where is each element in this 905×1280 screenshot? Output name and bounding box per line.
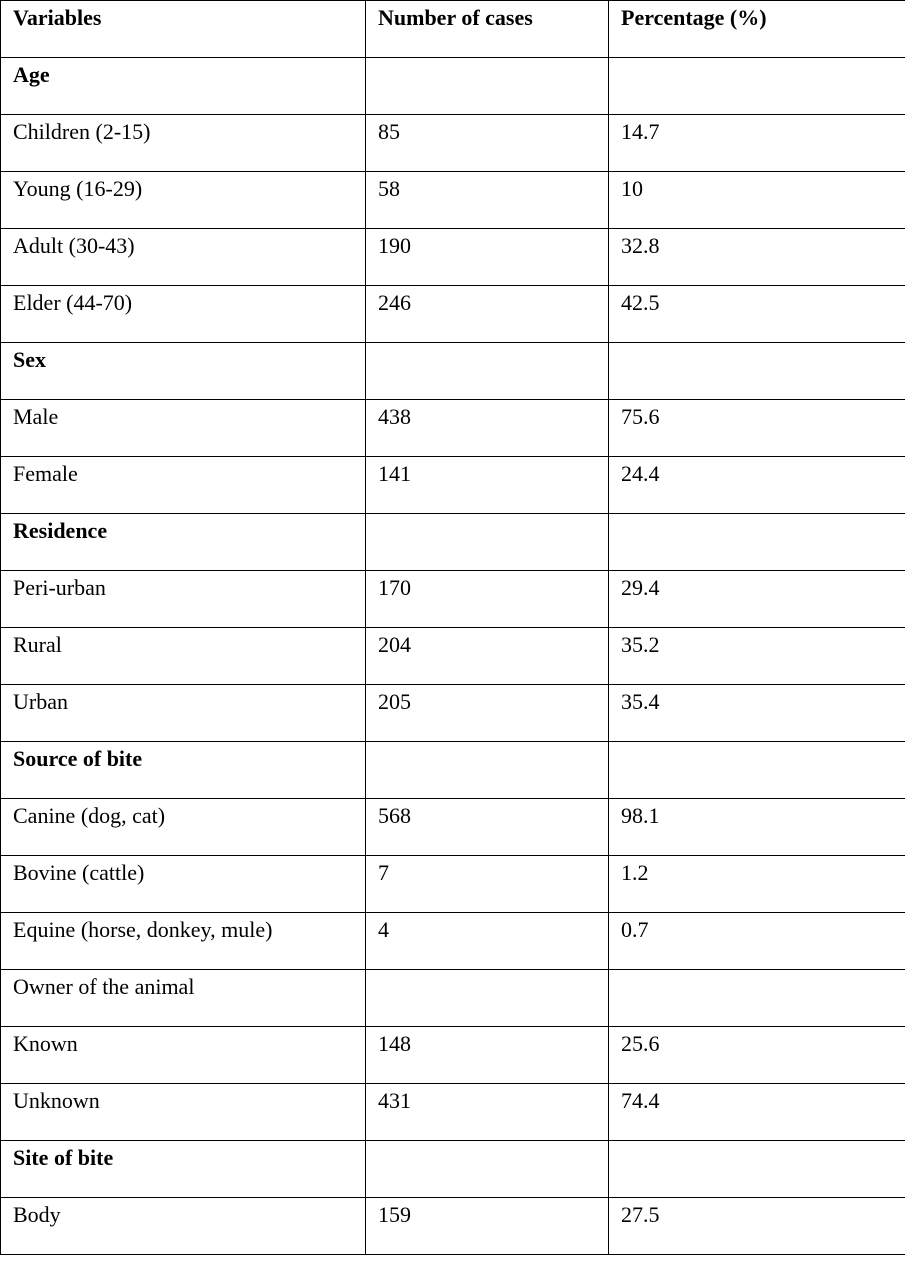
cases-cell (366, 856, 609, 913)
cases-cell-text: 141 (378, 461, 411, 486)
percentage-cell (609, 457, 905, 514)
header-number-of-cases: Number of cases (366, 1, 609, 58)
percentage-cell-text: 32.8 (621, 233, 660, 258)
table-row (1, 571, 905, 628)
cases-cell (366, 514, 609, 571)
group-header-row (1, 514, 905, 571)
variable-cell (1, 1198, 366, 1255)
table-header (1, 1, 905, 58)
variable-cell-text: Young (16-29) (13, 176, 143, 201)
variable-cell (1, 457, 366, 514)
percentage-cell-text: 1.2 (621, 860, 649, 885)
cases-cell (366, 628, 609, 685)
cases-cell (366, 742, 609, 799)
variable-cell-text: Urban (13, 689, 68, 714)
cases-cell-text (378, 1141, 608, 1145)
table-row (1, 286, 905, 343)
percentage-cell (609, 913, 905, 970)
variable-cell-text: Source of bite (13, 746, 143, 771)
cases-cell-text (378, 58, 608, 62)
variable-cell-text: Bovine (cattle) (13, 860, 145, 885)
variable-cell (1, 799, 366, 856)
variable-cell (1, 628, 366, 685)
percentage-cell-text: 98.1 (621, 803, 660, 828)
percentage-cell-text: 74.4 (621, 1088, 660, 1113)
group-header-row (1, 1141, 905, 1198)
variable-cell-text: Age (13, 62, 50, 87)
table-row (1, 799, 905, 856)
percentage-cell (609, 628, 905, 685)
percentage-cell-text (621, 1141, 905, 1145)
table-row (1, 457, 905, 514)
variable-cell (1, 286, 366, 343)
variable-cell-text: Site of bite (13, 1145, 114, 1170)
percentage-cell-text: 29.4 (621, 575, 660, 600)
variable-cell-text: Peri-urban (13, 575, 106, 600)
percentage-cell (609, 286, 905, 343)
cases-cell (366, 400, 609, 457)
variable-cell-text: Owner of the animal (13, 974, 195, 999)
cases-cell (366, 115, 609, 172)
percentage-cell-text: 35.4 (621, 689, 660, 714)
cases-cell (366, 913, 609, 970)
variable-cell-text: Residence (13, 518, 108, 543)
variable-cell (1, 1027, 366, 1084)
variable-cell-text: Sex (13, 347, 46, 372)
percentage-cell (609, 58, 905, 115)
variable-cell-text: Known (13, 1031, 78, 1056)
percentage-cell-text: 14.7 (621, 119, 660, 144)
variable-cell-text: Equine (horse, donkey, mule) (13, 917, 273, 942)
table-row (1, 913, 905, 970)
variable-cell (1, 742, 366, 799)
table-row (1, 400, 905, 457)
percentage-cell-text: 25.6 (621, 1031, 660, 1056)
table-row (1, 970, 905, 1027)
cases-cell (366, 571, 609, 628)
percentage-cell-text (621, 58, 905, 62)
variable-cell-text: Canine (dog, cat) (13, 803, 166, 828)
cases-cell (366, 1084, 609, 1141)
header-variables: Variables (1, 1, 366, 58)
cases-cell (366, 970, 609, 1027)
cases-cell-text: 7 (378, 860, 389, 885)
percentage-cell (609, 172, 905, 229)
cases-cell (366, 799, 609, 856)
percentage-cell (609, 856, 905, 913)
group-header-row (1, 58, 905, 115)
variable-cell (1, 1084, 366, 1141)
percentage-cell (609, 343, 905, 400)
cases-cell-text: 246 (378, 290, 411, 315)
percentage-cell (609, 229, 905, 286)
variable-cell-text: Elder (44-70) (13, 290, 133, 315)
cases-cell-text (378, 742, 608, 746)
percentage-cell (609, 970, 905, 1027)
variable-cell-text: Rural (13, 632, 62, 657)
cases-cell (366, 58, 609, 115)
variable-cell (1, 115, 366, 172)
variable-cell-text: Children (2-15) (13, 119, 151, 144)
percentage-cell (609, 1198, 905, 1255)
cases-cell (366, 229, 609, 286)
cases-cell (366, 685, 609, 742)
percentage-cell-text (621, 970, 905, 974)
percentage-cell (609, 799, 905, 856)
cases-cell (366, 286, 609, 343)
variable-cell (1, 1141, 366, 1198)
cases-cell-text: 58 (378, 176, 400, 201)
table-row (1, 685, 905, 742)
variable-cell (1, 970, 366, 1027)
variable-cell-text: Adult (30-43) (13, 233, 135, 258)
variable-cell (1, 514, 366, 571)
cases-cell-text (378, 343, 608, 347)
table-row (1, 628, 905, 685)
group-header-row (1, 742, 905, 799)
percentage-cell-text: 42.5 (621, 290, 660, 315)
cases-cell-text: 205 (378, 689, 411, 714)
percentage-cell-text: 75.6 (621, 404, 660, 429)
cases-cell (366, 457, 609, 514)
variable-cell (1, 856, 366, 913)
percentage-cell-text: 27.5 (621, 1202, 660, 1227)
variable-cell (1, 58, 366, 115)
variable-cell (1, 571, 366, 628)
percentage-cell-text: 0.7 (621, 917, 649, 942)
cases-cell-text: 568 (378, 803, 411, 828)
cases-cell (366, 343, 609, 400)
table-row (1, 1084, 905, 1141)
cases-cell-text: 438 (378, 404, 411, 429)
percentage-cell-text (621, 343, 905, 347)
percentage-cell (609, 1141, 905, 1198)
header-percentage: Percentage (%) (609, 1, 905, 58)
table-row (1, 1027, 905, 1084)
variable-cell (1, 343, 366, 400)
variable-cell-text: Female (13, 461, 78, 486)
percentage-cell-text (621, 514, 905, 518)
percentage-cell-text (621, 742, 905, 746)
cases-cell-text: 159 (378, 1202, 411, 1227)
percentage-cell-text: 10 (621, 176, 643, 201)
percentage-cell-text: 24.4 (621, 461, 660, 486)
variable-cell (1, 229, 366, 286)
cases-cell (366, 172, 609, 229)
variable-cell (1, 400, 366, 457)
percentage-cell (609, 742, 905, 799)
percentage-cell (609, 514, 905, 571)
cases-cell-text: 170 (378, 575, 411, 600)
cases-cell-text: 148 (378, 1031, 411, 1056)
variable-cell-text: Male (13, 404, 59, 429)
cases-cell-text: 4 (378, 917, 389, 942)
cases-cell (366, 1027, 609, 1084)
percentage-cell (609, 571, 905, 628)
cases-cell-text (378, 514, 608, 518)
cases-cell (366, 1198, 609, 1255)
table-row (1, 115, 905, 172)
percentage-cell (609, 1027, 905, 1084)
percentage-cell-text: 35.2 (621, 632, 660, 657)
variable-cell-text: Unknown (13, 1088, 100, 1113)
percentage-cell (609, 1084, 905, 1141)
percentage-cell (609, 400, 905, 457)
group-header-row (1, 343, 905, 400)
percentage-cell (609, 115, 905, 172)
cases-cell-text: 190 (378, 233, 411, 258)
variable-cell-text: Body (13, 1202, 61, 1227)
table-row (1, 172, 905, 229)
cases-cell-text: 85 (378, 119, 400, 144)
table-body (1, 58, 905, 1255)
cases-cell-text: 431 (378, 1088, 411, 1113)
table-row (1, 1198, 905, 1255)
variable-cell (1, 172, 366, 229)
cases-cell-text (378, 970, 608, 974)
cases-cell-text: 204 (378, 632, 411, 657)
table-row (1, 856, 905, 913)
variable-cell (1, 913, 366, 970)
table-row (1, 229, 905, 286)
cases-cell (366, 1141, 609, 1198)
header-row (1, 1, 905, 58)
variable-cell (1, 685, 366, 742)
percentage-cell (609, 685, 905, 742)
